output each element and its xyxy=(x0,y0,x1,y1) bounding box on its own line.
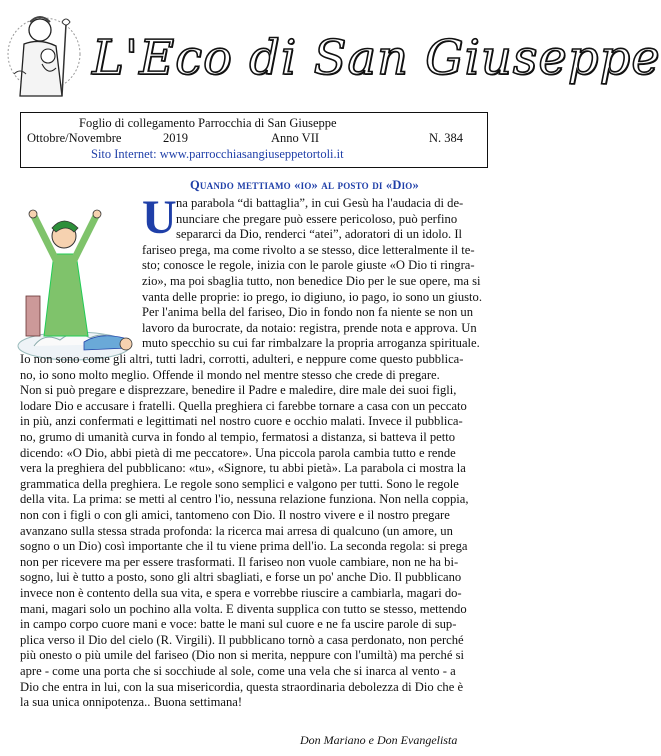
article-line: in più, anzi confermati e legittimati nel nostro cuore e occhio malati. Invece il pubblica- xyxy=(20,414,463,429)
signature: Don Mariano e Don Evangelista xyxy=(300,733,458,747)
article-line: fariseo prega, ma come rivolto a se stesso, dice letteralmente il te- xyxy=(142,242,475,257)
article-line: Per l'anima bella del fariseo, Dio in fondo non fa niente se non un xyxy=(142,305,474,320)
masthead-title: L'Eco di San Giuseppe xyxy=(92,30,661,86)
article-line: no, grumo di umanità curva in fondo al tempio, fermatosi a distanza, si batteva il petto xyxy=(20,430,456,444)
article-line: avanzano sulla stessa strada profonda: la ricerca mai arresa di qualcuno (un amore, un xyxy=(20,523,453,538)
article-line: Non si può pregare e disprezzare, benedire il Padre e maledire, dire male dei suoi figli, xyxy=(20,383,457,398)
article-line: Dio che entra in lui, con la sua misericordia, questa straordinaria debolezza di Dio che è xyxy=(20,679,464,694)
article-line: lavoro da burocrate, da notaio: registra, prende nota e approva. Un xyxy=(142,320,477,335)
article-line: vanta delle proprie: io prego, io digiuno, io pago, io sono un giusto. xyxy=(142,289,482,304)
article-line: nunciare che pregare può essere pericoloso, può perfino xyxy=(176,211,458,226)
article-line: lodare Dio e accusare i fratelli. Quella preghiera ci farebbe tornare a casa con un peccato xyxy=(20,398,467,413)
issue-anno: Anno VII xyxy=(271,131,320,145)
issue-period: Ottobre/Novembre xyxy=(27,131,122,145)
newsletter-subtitle: Foglio di collegamento Parrocchia di San Giuseppe xyxy=(79,116,337,130)
article-line: separarci da Dio, renderci “atei”, adoratori di un idolo. Il xyxy=(176,227,463,242)
article-line: in campo corpo cuore mani e voce: batte le mani sul cuore e ne fa uscire parole di sup- xyxy=(20,617,457,632)
article-line: Io non sono come gli altri, tutti ladri, corrotti, adulteri, e neppure come questo pubblica- xyxy=(20,352,464,366)
article-line: non per ricevere ma per essere trasformati. Il fariseo non vuole cambiare, non ne ha bi- xyxy=(20,554,459,569)
website-link[interactable]: Sito Internet: www.parrocchiasangiuseppetortoli.it xyxy=(91,147,344,161)
article-line: apre - come una porta che si socchiude al sole, come una vela che si inarca al vento - a xyxy=(20,664,456,678)
article-line: più onesto o più umile del fariseo (Dio non si merita, neppure con l'umiltà) ma perché si xyxy=(20,648,464,663)
article-line: sto; conosce le regole, inizia con le parole giuste «O Dio ti ringra- xyxy=(142,258,475,273)
issue-year: 2019 xyxy=(163,131,188,145)
article-line: la sua unica onnipotenza.. Buona settimana! xyxy=(20,695,243,710)
article-line: invece non è contento della sua vita, e spera e vorrebbe riuscire a cambiarla, magari do- xyxy=(20,586,462,600)
article-line: dicendo: «O Dio, abbi pietà di me peccatore». Una piccola parola cambia tutto e rende xyxy=(20,445,456,460)
article-line: plica verso il Dio del cielo (R. Virgili). Il pubblicano tornò a casa perdonato, non perché xyxy=(20,632,464,647)
info-box xyxy=(20,112,488,168)
article-title: Quando mettiamo «io» al posto di «Dio» xyxy=(190,178,419,192)
drop-cap: U xyxy=(142,191,177,244)
article-line: sogno o un Dio) così importante che il tu viene prima dell'io. La seconda regola: si prega xyxy=(20,539,468,554)
parable-illustration xyxy=(14,196,140,366)
article-line: mani, magari solo un pochino alla volta. E diventa supplica con tutto se stesso, mettendo xyxy=(20,601,467,616)
article-line: non con i figli o con gli amici, tantomeno con Dio. Il nostro vivere e il nostro pregare xyxy=(20,508,450,522)
article-line: no, io sono molto meglio. Offende il mondo nel mentre stesso che crede di pregare. xyxy=(20,367,440,382)
article-line: grammatica della preghiera. Le regole sono semplici e valgono per tutti. Sono le regole xyxy=(20,476,459,491)
article-line: muto specchio su cui far rimbalzare la propria arroganza spirituale. xyxy=(142,336,480,351)
saint-joseph-logo xyxy=(4,4,84,104)
article-line: della vita. La prima: se metti al centro l'io, nessuna relazione funziona. Non nella coppia, xyxy=(20,492,469,507)
issue-number: N. 384 xyxy=(429,131,464,145)
article-line: na parabola “di battaglia”, in cui Gesù ha l'audacia di de- xyxy=(176,196,464,210)
article-line: vera la preghiera del pubblicano: «tu», «Signore, tu abbi pietà». La parabola ci mostra la xyxy=(20,461,466,476)
article-line: zio», ma poi sbaglia tutto, non benedice Dio per le sue opere, ma si xyxy=(142,274,481,288)
article-line: sogno, lui è tutto a posto, sono gli altri sbagliati, e forse un po' anche Dio. Il pubblicano xyxy=(20,570,462,585)
